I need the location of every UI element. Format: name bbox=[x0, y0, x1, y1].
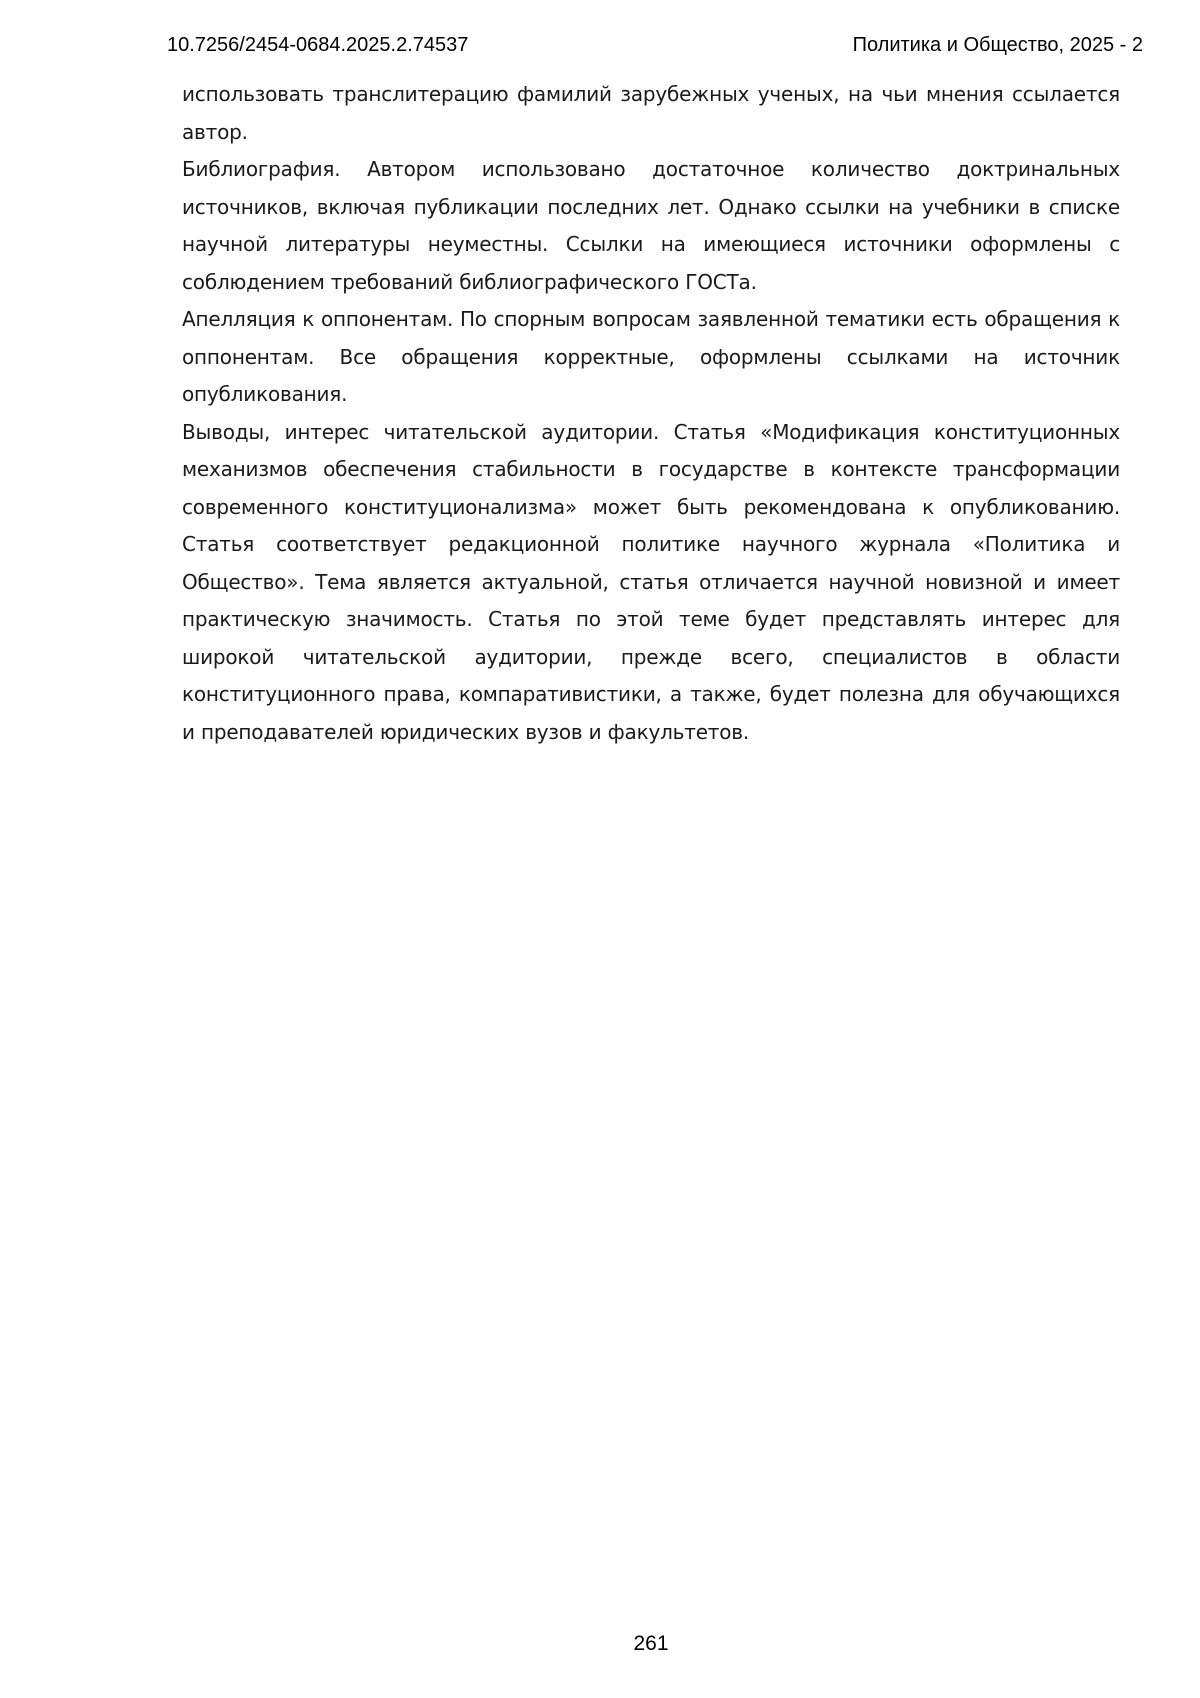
paragraph-transliteration: использовать транслитерацию фамилий зарубежных ученых, на чьи мнения ссылается автор. bbox=[182, 82, 1120, 144]
doi-text: 10.7256/2454-0684.2025.2.74537 bbox=[167, 34, 469, 56]
paragraph-appeal-to-opponents: Апелляция к оппонентам. По спорным вопросам заявленной тематики есть обращения к оппонентам. Все обращения корректные, оформлены ссылками на источник опубликования. bbox=[182, 307, 1120, 406]
page-number: 261 bbox=[633, 1632, 669, 1655]
review-text-block bbox=[182, 76, 1120, 751]
journal-issue-title: Политика и Общество, 2025 - 2 bbox=[852, 34, 1143, 56]
paragraph-bibliography: Библиография. Автором использовано достаточное количество доктринальных источников, включая публикации последних лет. Однако ссылки на учебники в списке научной литературы неуместны. Ссылки на имеющиеся источники оформлены с соблюдением требований библиографического ГОСТа. bbox=[182, 157, 1120, 294]
paragraph-conclusions: Выводы, интерес читательской аудитории. Статья «Модификация конституционных механизмов обеспечения стабильности в государстве в контексте трансформации современного конституционализма» может быть рекомендована к опубликованию. Статья соответствует редакционной политике научного журнала «Политика и Общество». Тема является актуальной, статья отличается научной новизной и имеет практическую значимость. Статья по этой теме будет представлять интерес для широкой читательской аудитории, прежде всего, специалистов в области конституционного права, компаративистики, а также, будет полезна для обучающихся и преподавателей юридических вузов и факультетов. bbox=[182, 419, 1120, 744]
page-footer bbox=[182, 1632, 1120, 1656]
page-header bbox=[167, 33, 1143, 57]
